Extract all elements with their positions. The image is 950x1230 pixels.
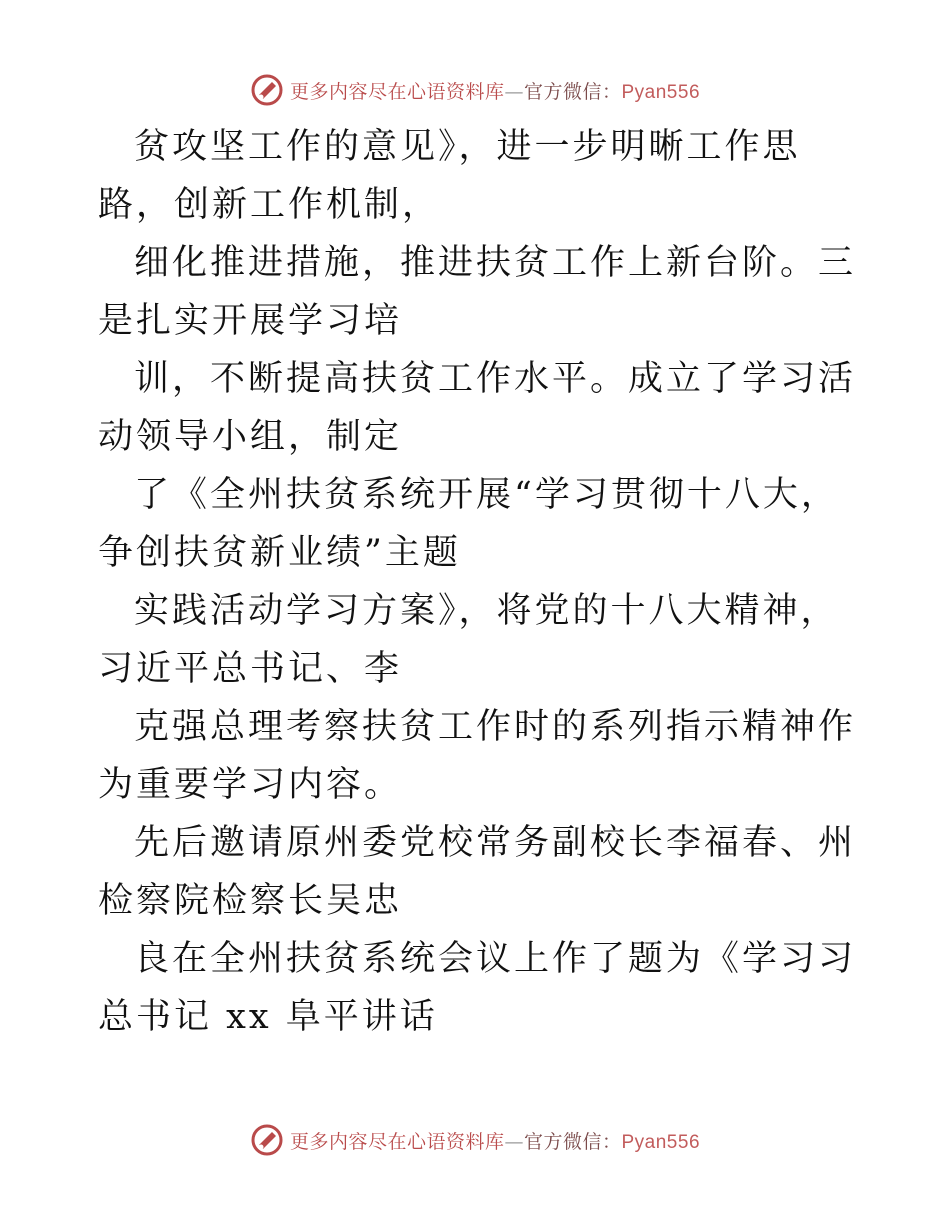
footer-dash: —	[504, 1130, 524, 1153]
paragraph-6: 克强总理考察扶贫工作时的系列指示精神作为重要学习内容。	[98, 707, 857, 805]
paragraph-2: 细化推进措施，推进扶贫工作上新台阶。三是扎实开展学习培	[98, 243, 857, 341]
paragraph-8: 良在全州扶贫系统会议上作了题为《学习习总书记 xx 阜平讲话	[98, 939, 857, 1037]
paragraph-1: 贫攻坚工作的意见》，进一步明晰工作思路，创新工作机制，	[98, 127, 801, 225]
paragraph-7: 先后邀请原州委党校常务副校长李福春、州检察院检察长吴忠	[98, 823, 857, 921]
pen-nib-logo-icon	[250, 73, 284, 107]
header-banner-text	[290, 77, 700, 104]
header-banner	[0, 72, 950, 108]
header-wechat-id: Pyan556	[621, 81, 701, 103]
header-site-name: 更多内容尽在心语资料库	[289, 80, 505, 103]
footer-site-name: 更多内容尽在心语资料库	[289, 1130, 505, 1153]
footer-wechat-label: 官方微信：	[523, 1130, 622, 1153]
paragraph-5: 实践活动学习方案》，将党的十八大精神，习近平总书记、李	[98, 591, 839, 689]
footer-wechat-id: Pyan556	[621, 1131, 701, 1153]
pen-nib-logo-icon	[250, 1123, 284, 1157]
document-body	[98, 118, 858, 1046]
paragraph-3: 训，不断提高扶贫工作水平。成立了学习活动领导小组，制定	[98, 359, 857, 457]
footer-banner	[0, 1122, 950, 1158]
footer-banner-text	[290, 1127, 700, 1154]
paragraph-4: 了《全州扶贫系统开展“学习贯彻十八大，争创扶贫新业绩”主题	[98, 475, 839, 573]
header-wechat-label: 官方微信：	[523, 80, 622, 103]
header-dash: —	[504, 80, 524, 103]
